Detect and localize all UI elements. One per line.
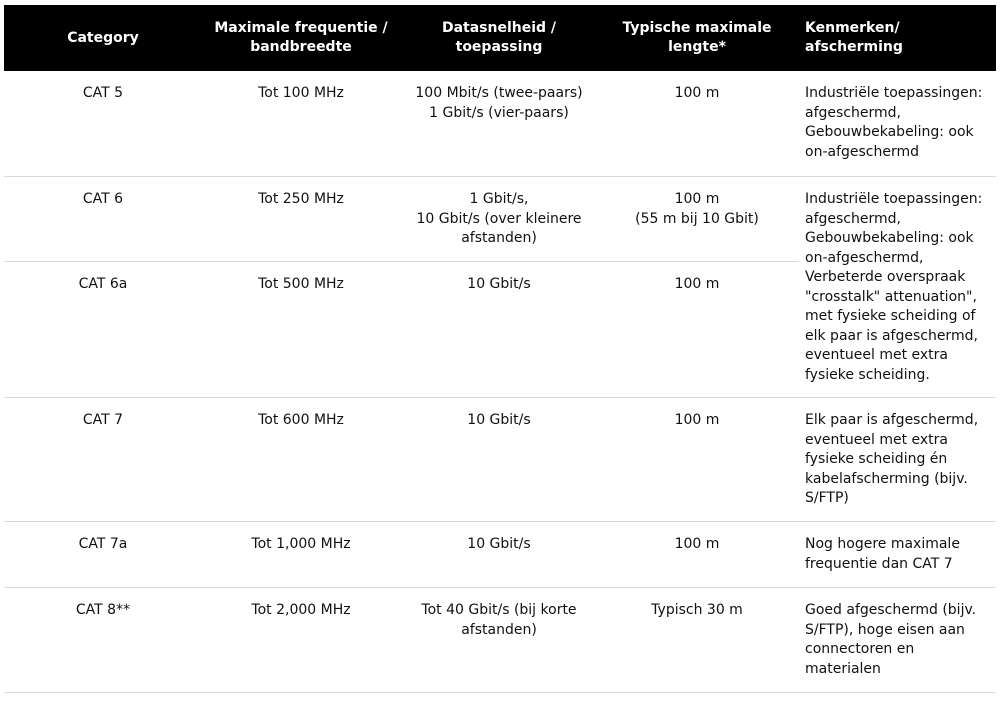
cell-category: CAT 5 [82, 85, 124, 101]
cell-speed: 10 Gbit/s [467, 536, 531, 552]
cell-frequency: Tot 500 MHz [258, 276, 344, 292]
cell-features-merged: Industriële toepassingen: afgeschermd, Gebouwbekabeling: ook on-afgeschermd, Verbeterde overspraak "crosstalk" attenuation", met fysieke scheiding of elk paar is afgeschermd, eventueel met extra fysieke scheiding. [805, 191, 983, 383]
cell-features: Elk paar is afgeschermd, eventueel met extra fysieke scheiding én kabelafscherming (bijv. S/FTP) [805, 412, 979, 506]
header-frequency: Maximale frequentie / bandbreedte [214, 20, 388, 55]
cell-features: Nog hogere maximale frequentie dan CAT 7 [805, 536, 960, 572]
cell-frequency: Tot 250 MHz [258, 191, 344, 207]
cell-category: CAT 7 [82, 412, 124, 428]
cable-category-table [4, 5, 996, 677]
cell-frequency: Tot 1,000 MHz [251, 536, 351, 552]
cell-category: CAT 8** [75, 602, 131, 618]
cell-length: 100 m (55 m bij 10 Gbit) [635, 191, 759, 227]
cell-features: Industriële toepassingen: afgeschermd, Gebouwbekabeling: ook on-afgeschermd [805, 85, 983, 160]
cell-speed: 100 Mbit/s (twee-paars) 1 Gbit/s (vier-paars) [415, 85, 583, 121]
table-row-cat7 [4, 398, 996, 522]
cell-category: CAT 6a [78, 276, 128, 292]
cell-category: CAT 7a [78, 536, 128, 552]
table-row-cat6-group [4, 177, 996, 398]
table-row-cat5 [4, 71, 996, 177]
cell-length: 100 m [674, 536, 720, 552]
cell-frequency: Tot 2,000 MHz [251, 602, 351, 618]
header-category: Category [67, 29, 139, 46]
table-row-cat7a [4, 522, 996, 588]
cell-length: 100 m [674, 85, 720, 101]
cell-frequency: Tot 600 MHz [258, 412, 344, 428]
table-header [4, 5, 996, 71]
row-divider [4, 261, 799, 262]
cell-length: Typisch 30 m [651, 602, 743, 618]
cell-speed: 10 Gbit/s [467, 276, 531, 292]
cell-length: 100 m [674, 276, 720, 292]
cell-length: 100 m [674, 412, 720, 428]
cell-speed: Tot 40 Gbit/s (bij korte afstanden) [421, 602, 577, 638]
header-features: Kenmerken/ afscherming [805, 20, 903, 55]
table-row-cat8 [4, 588, 996, 693]
cell-frequency: Tot 100 MHz [258, 85, 344, 101]
header-speed: Datasnelheid / toepassing [441, 20, 557, 55]
cell-category: CAT 6 [82, 191, 124, 207]
cell-speed: 10 Gbit/s [467, 412, 531, 428]
header-length: Typische maximale lengte* [622, 20, 772, 55]
cell-features: Goed afgeschermd (bijv. S/FTP), hoge eisen aan connectoren en materialen [805, 602, 977, 677]
cell-speed: 1 Gbit/s, 10 Gbit/s (over kleinere afstanden) [416, 191, 582, 246]
